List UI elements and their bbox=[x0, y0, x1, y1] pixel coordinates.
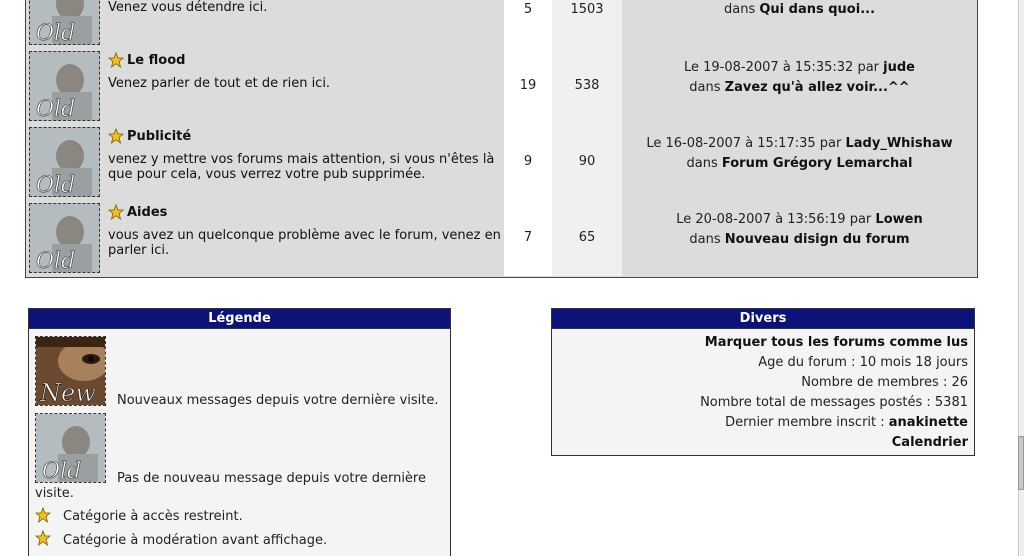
last-post-in: dans bbox=[689, 80, 721, 95]
old-forum-icon bbox=[29, 51, 100, 121]
last-post-author-link[interactable]: Lowen bbox=[875, 212, 923, 227]
divers-title: Divers bbox=[552, 309, 974, 329]
vertical-scrollbar[interactable] bbox=[1018, 0, 1024, 556]
scrollbar-thumb[interactable] bbox=[1018, 436, 1024, 490]
legend-title: Légende bbox=[29, 309, 450, 329]
forum-row bbox=[26, 124, 977, 200]
forum-row bbox=[26, 0, 977, 48]
calendar-link[interactable]: Calendrier bbox=[891, 435, 968, 450]
last-post-topic-link[interactable]: Qui dans quoi... bbox=[759, 2, 876, 17]
forum-post-count: 538 bbox=[552, 48, 622, 124]
last-post-in: dans bbox=[723, 2, 756, 17]
old-icon-label: Old bbox=[42, 459, 82, 483]
forum-title-link[interactable]: Le flood bbox=[127, 52, 186, 68]
forum-description: Venez vous détendre ici. bbox=[108, 0, 268, 15]
last-post-date: Le 20-08-2007 à 13:56:19 par bbox=[676, 212, 872, 227]
svg-text:Old: Old bbox=[36, 21, 76, 45]
forum-last-post bbox=[622, 0, 977, 48]
forum-last-post bbox=[622, 124, 977, 200]
forum-post-count: 1503 bbox=[552, 0, 622, 48]
legend-new-messages: Nouveaux messages depuis votre dernière visite. bbox=[117, 393, 439, 408]
star-icon bbox=[108, 52, 124, 68]
forum-topic-count: 9 bbox=[504, 124, 552, 200]
forum-row bbox=[26, 48, 977, 124]
last-post-author-link[interactable]: jude bbox=[883, 60, 915, 75]
forum-row bbox=[26, 200, 977, 276]
new-forum-icon bbox=[35, 336, 106, 406]
forum-topic-count: 19 bbox=[504, 48, 552, 124]
last-member-link[interactable]: anakinette bbox=[888, 415, 968, 430]
old-forum-icon bbox=[29, 0, 100, 45]
forum-topic-count: 7 bbox=[504, 200, 552, 276]
legend-no-new-messages: Pas de nouveau message depuis votre dernière visite. bbox=[35, 471, 426, 501]
last-post-date: Le 16-08-2007 à 15:17:35 par bbox=[646, 136, 842, 151]
forum-topic-count: 5 bbox=[504, 0, 552, 48]
star-icon bbox=[108, 204, 124, 220]
star-icon bbox=[108, 128, 124, 144]
total-posts: Nombre total de messages postés : 5381 bbox=[700, 395, 968, 410]
last-member-label: Dernier membre inscrit : bbox=[725, 415, 885, 430]
star-icon bbox=[35, 530, 51, 546]
last-post-date: Le 19-08-2007 à 15:35:32 par bbox=[684, 60, 880, 75]
forum-post-count: 65 bbox=[552, 200, 622, 276]
svg-text:Old: Old bbox=[36, 97, 76, 121]
last-post-topic-link[interactable]: Forum Grégory Lemarchal bbox=[721, 156, 913, 171]
member-count: Nombre de membres : 26 bbox=[801, 375, 968, 390]
last-post-topic-link[interactable]: Nouveau disign du forum bbox=[724, 232, 910, 247]
forum-last-post bbox=[622, 200, 977, 276]
legend-restricted: Catégorie à accès restreint. bbox=[63, 509, 243, 524]
old-forum-icon bbox=[29, 203, 100, 273]
last-post-author-link[interactable]: Lady_Whishaw bbox=[845, 136, 953, 151]
last-member-row bbox=[725, 415, 968, 430]
forum-description: venez y mettre vos forums mais attention, si vous n'êtes là que pour cela, vous verrez votre pub supprimée. bbox=[108, 152, 495, 182]
forum-title-link[interactable]: Publicité bbox=[127, 128, 192, 144]
forum-description: Venez parler de tout et de rien ici. bbox=[108, 76, 331, 91]
last-post-in: dans bbox=[686, 156, 718, 171]
last-post-in: dans bbox=[689, 232, 721, 247]
legend-panel bbox=[28, 308, 451, 556]
svg-text:Old: Old bbox=[36, 249, 76, 273]
forum-age: Age du forum : 10 mois 18 jours bbox=[758, 355, 968, 370]
mark-all-read-link[interactable]: Marquer tous les forums comme lus bbox=[704, 335, 968, 350]
forum-post-count: 90 bbox=[552, 124, 622, 200]
new-icon-label: New bbox=[40, 379, 96, 406]
divers-panel bbox=[551, 308, 975, 456]
old-forum-icon bbox=[29, 127, 100, 197]
forum-title-link[interactable]: Aides bbox=[127, 204, 168, 220]
forum-table bbox=[25, 0, 978, 278]
svg-text:Old: Old bbox=[36, 173, 76, 197]
forum-description: vous avez un quelconque problème avec le forum, venez en parler ici. bbox=[108, 228, 501, 258]
legend-moderated: Catégorie à modération avant affichage. bbox=[63, 533, 328, 548]
forum-last-post bbox=[622, 48, 977, 124]
last-post-topic-link[interactable]: Zavez qu'à allez voir...^^ bbox=[724, 80, 910, 95]
star-icon bbox=[35, 507, 51, 523]
